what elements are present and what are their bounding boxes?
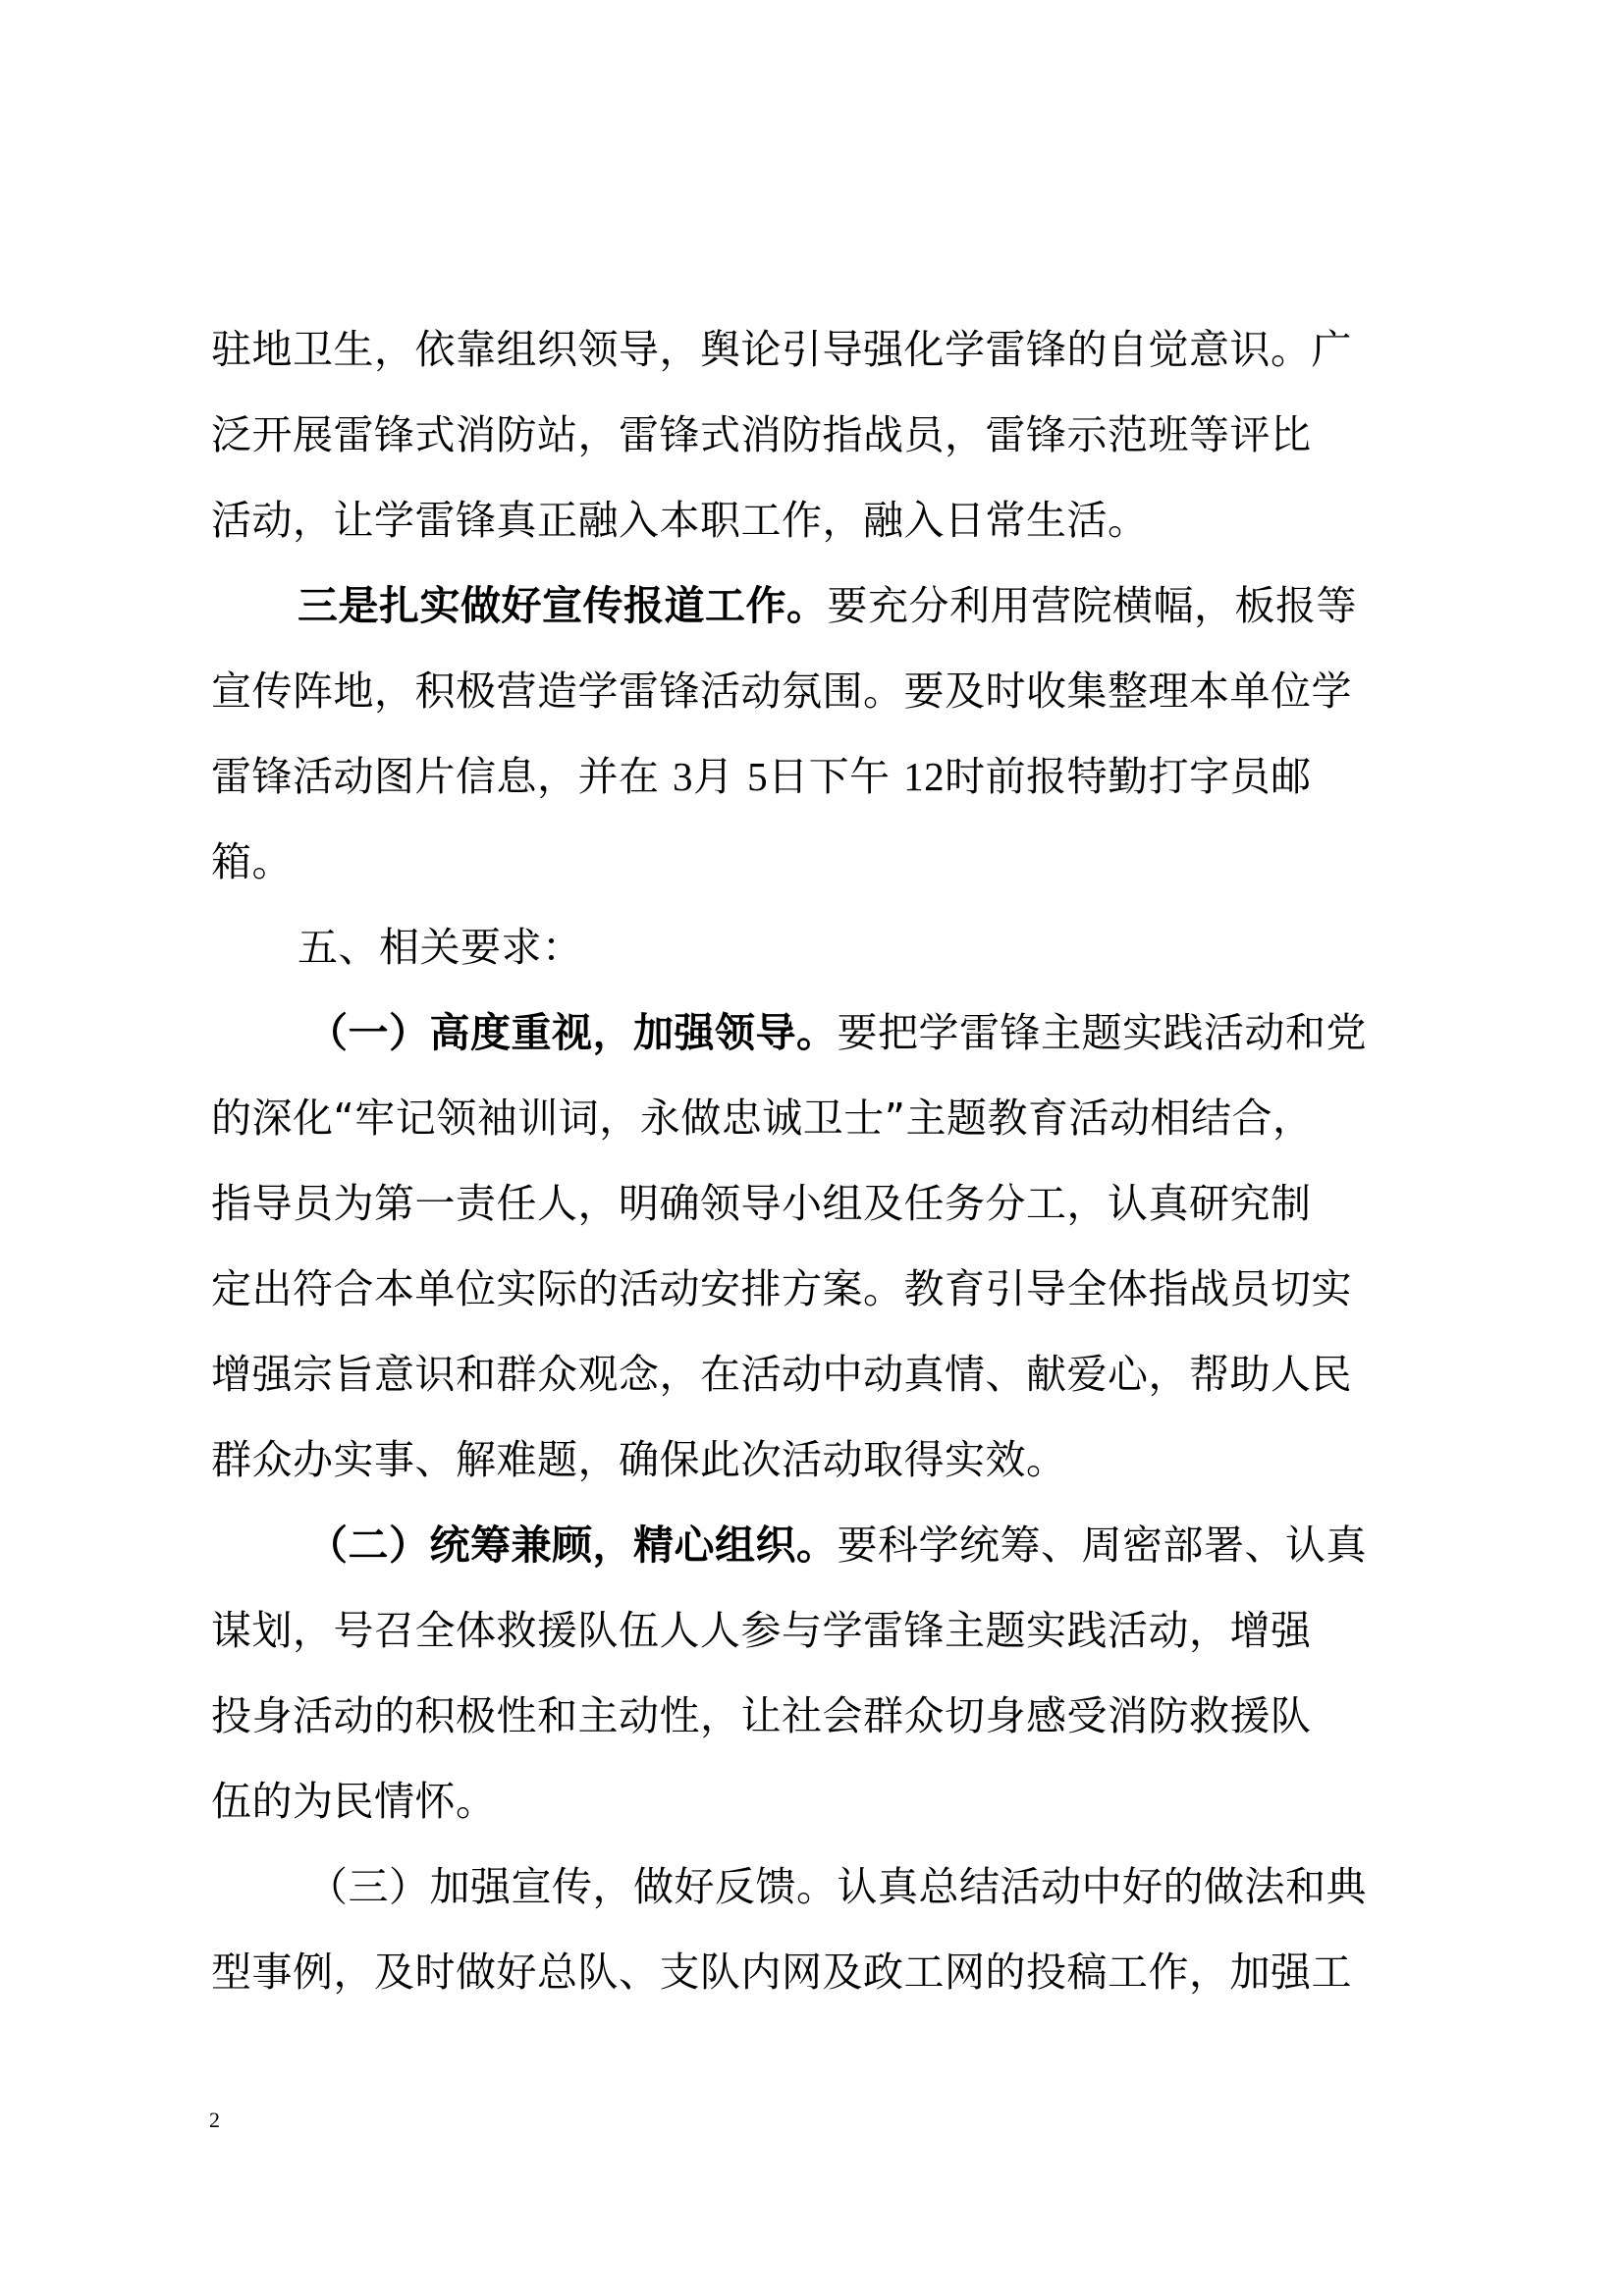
body-text-line (211, 734, 1429, 820)
body-text: 群众办实事、解难题，确保此次活动取得实效。 (211, 1436, 1067, 1483)
body-text-line (211, 307, 1429, 393)
body-text-line (211, 1588, 1429, 1674)
deadline-hour-number: 12 (903, 754, 946, 799)
body-text-line (211, 1161, 1429, 1247)
body-text-line (211, 478, 1429, 563)
paragraph-requirement-2 (211, 1503, 1525, 1588)
body-text-line (211, 1759, 1429, 1844)
body-text-line (211, 649, 1429, 734)
body-text: 伍的为民情怀。 (211, 1778, 497, 1825)
body-text: 月 (693, 753, 734, 800)
paragraph-heading-bold: （一）高度重视，加强领导。 (307, 1009, 838, 1056)
body-text: 要把学雷锋主题实践活动和党 (837, 1009, 1367, 1056)
paragraph-heading-bold: 三是扎实做好宣传报道工作。 (298, 582, 828, 629)
body-text: 的深化“牢记领袖训词，永做忠诚卫士”主题教育活动相结合， (211, 1095, 1314, 1142)
body-text-line (211, 1930, 1429, 2015)
date-day-number: 5 (747, 754, 769, 799)
date-month-number: 3 (673, 754, 694, 799)
paragraph-requirement-1 (211, 990, 1525, 1076)
body-text: 日下午 (768, 753, 891, 800)
body-text: 谋划，号召全体救援队伍人人参与学雷锋主题实践活动，增强 (211, 1607, 1312, 1654)
body-text: 投身活动的积极性和主动性，让社会群众切身感受消防救援队 (211, 1692, 1312, 1739)
body-text: 箱。 (211, 838, 293, 885)
body-text: 泛开展雷锋式消防站，雷锋式消防指战员，雷锋示范班等评比 (211, 411, 1312, 458)
body-text-line (211, 1247, 1429, 1332)
body-text: 指导员为第一责任人，明确领导小组及任务分工，认真研究制 (211, 1180, 1312, 1227)
body-text-line (211, 1332, 1429, 1417)
body-text-line (211, 1417, 1429, 1503)
paragraph-requirement-3 (211, 1844, 1525, 1930)
body-text: 雷锋活动图片信息，并在 (211, 753, 660, 800)
body-text-line (211, 820, 1429, 905)
section-heading-requirements (211, 905, 1515, 990)
body-text: 宣传阵地，积极营造学雷锋活动氛围。要及时收集整理本单位学 (211, 667, 1352, 715)
body-text-line (211, 1674, 1429, 1759)
section-heading: 五、相关要求： (298, 924, 583, 971)
body-text: 要科学统筹、周密部署、认真 (837, 1522, 1367, 1569)
body-text: 要充分利用营院横幅，板报等 (827, 582, 1357, 629)
page-number: 2 (209, 2108, 220, 2132)
body-text: 增强宗旨意识和群众观念，在活动中动真情、献爱心，帮助人民 (211, 1351, 1352, 1398)
paragraph-publicity-reporting (211, 563, 1515, 649)
body-text: 型事例，及时做好总队、支队内网及政工网的投稿工作，加强工 (211, 1949, 1352, 1996)
paragraph-heading-bold: （二）统筹兼顾，精心组织。 (307, 1522, 838, 1569)
body-text-line (211, 1076, 1429, 1161)
body-text: 活动，让学雷锋真正融入本职工作，融入日常生活。 (211, 497, 1149, 544)
body-text: 时前报特勤打字员邮 (945, 753, 1312, 800)
body-text-line (211, 393, 1429, 478)
body-text: 驻地卫生，依靠组织领导，舆论引导强化学雷锋的自觉意识。广 (211, 326, 1352, 373)
body-text: （三）加强宣传，做好反馈。认真总结活动中好的做法和典 (307, 1863, 1367, 1910)
body-text: 定出符合本单位实际的活动安排方案。教育引导全体指战员切实 (211, 1265, 1352, 1312)
